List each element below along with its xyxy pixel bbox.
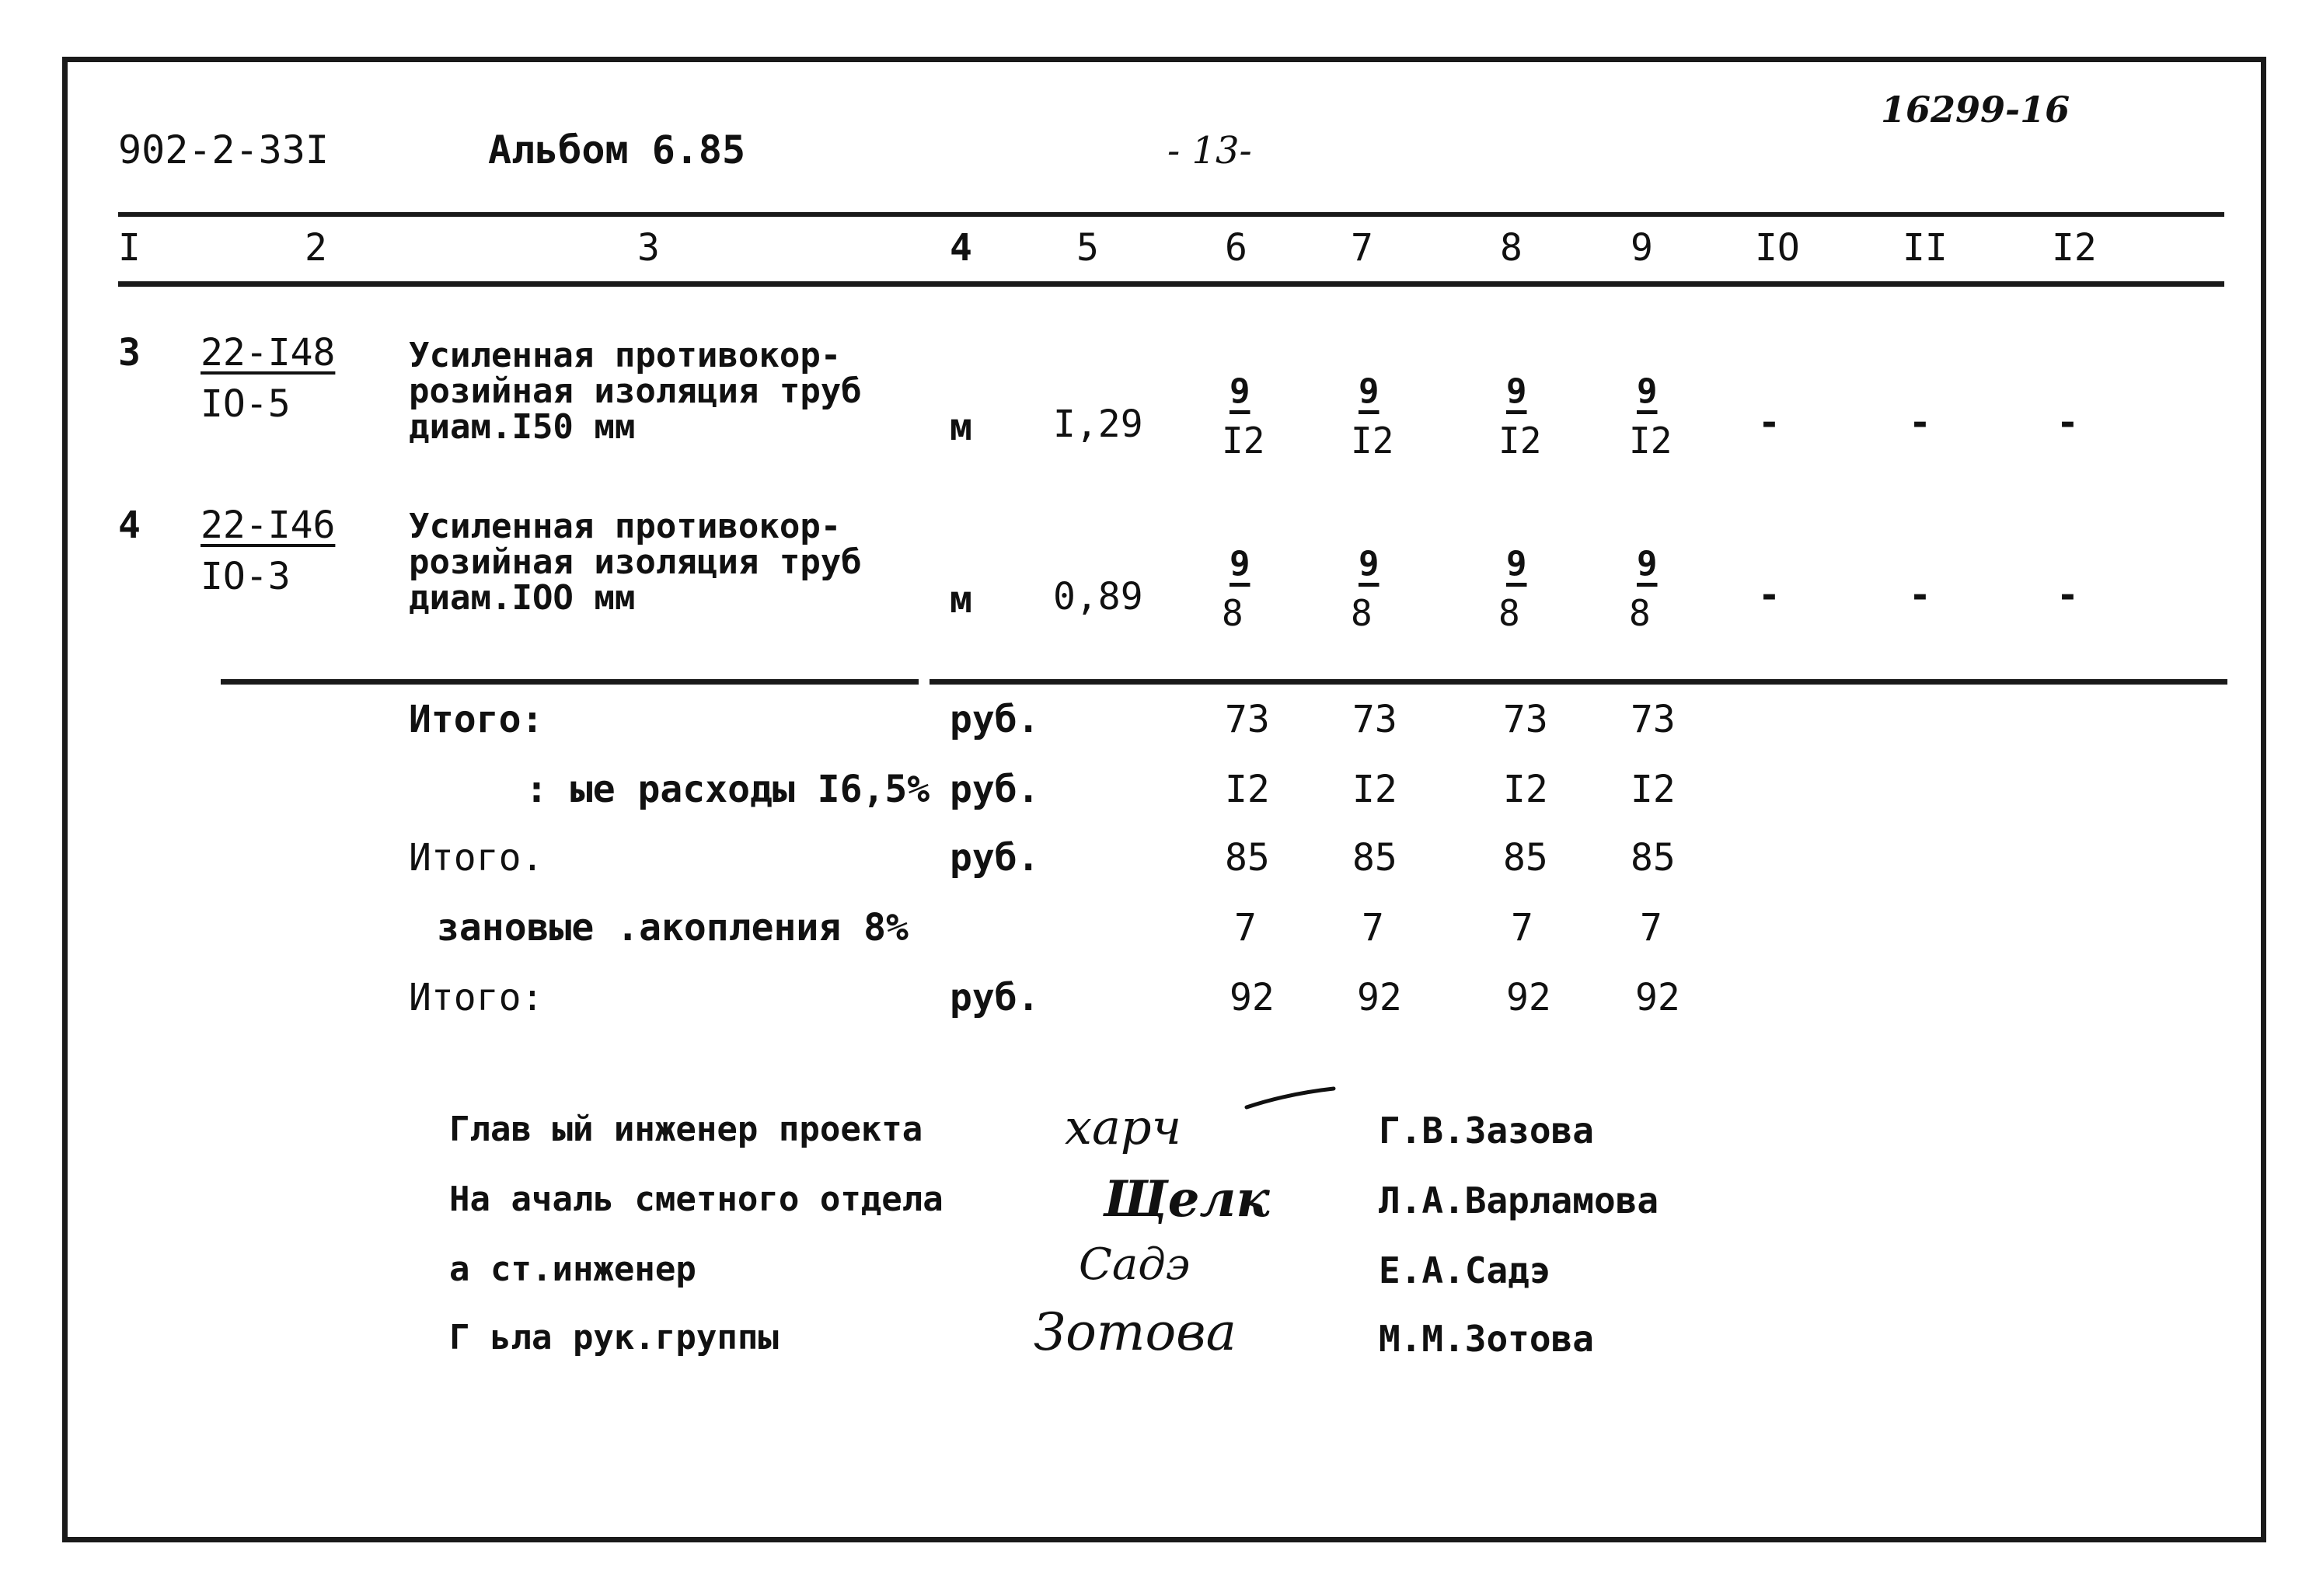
handwritten-signature: Зотова xyxy=(1034,1302,1236,1362)
signature-role: Глав ый инженер проекта xyxy=(449,1110,923,1149)
totals-rule-right xyxy=(930,679,2227,685)
totals-value-col9: 7 xyxy=(1640,906,1662,950)
row-qty: I,29 xyxy=(1053,402,1143,446)
totals-value-col6: 92 xyxy=(1230,976,1275,1019)
totals-value-col9: 73 xyxy=(1631,698,1676,741)
totals-unit: руб. xyxy=(950,976,1040,1019)
row-dash-col12: - xyxy=(2056,401,2079,444)
header-bottom-rule xyxy=(118,281,2224,287)
fraction-numerator: 9 xyxy=(1637,371,1658,411)
signature-role: а ст.инженер xyxy=(449,1249,696,1289)
totals-unit: руб. xyxy=(950,768,1040,811)
fraction-numerator: 9 xyxy=(1359,544,1379,584)
totals-unit: руб. xyxy=(950,836,1040,880)
totals-value-col8: I2 xyxy=(1503,768,1548,811)
handwritten-signature: Щелк xyxy=(1104,1170,1270,1228)
row-desc-line-1: Усиленная противокор- xyxy=(409,336,842,375)
row-code-top: 22-I48 xyxy=(201,331,336,375)
row-dash-col10: - xyxy=(1758,401,1781,444)
row-code-top: 22-I46 xyxy=(201,504,336,547)
fraction-numerator: 9 xyxy=(1506,371,1527,411)
col-header-8: 8 xyxy=(1500,226,1523,270)
totals-value-col8: 7 xyxy=(1511,906,1533,950)
fraction-denominator: I2 xyxy=(1222,420,1265,462)
row-desc-line-3: диам.I50 мм xyxy=(409,407,636,447)
signature-role: На ачаль сметного отдела xyxy=(449,1180,944,1219)
totals-label: : ые расходы I6,5% xyxy=(525,768,930,811)
totals-value-col8: 73 xyxy=(1503,698,1548,741)
document-code: 902-2-33I xyxy=(118,127,329,172)
col-header-4: 4 xyxy=(950,226,972,270)
col-header-11: II xyxy=(1903,226,1948,270)
fraction-denominator: I2 xyxy=(1498,420,1542,462)
stamp-number: 16299-16 xyxy=(1881,89,2070,131)
fraction-numerator: 9 xyxy=(1230,544,1250,584)
signature-name: Г.В.Зазова xyxy=(1379,1110,1594,1152)
album-label: Альбом 6.85 xyxy=(488,127,746,172)
row-desc-line-1: Усиленная противокор- xyxy=(409,507,842,546)
totals-value-col7: 85 xyxy=(1352,836,1397,880)
col-header-5: 5 xyxy=(1076,226,1099,270)
totals-label: Итого: xyxy=(409,698,544,741)
fraction-denominator: 8 xyxy=(1222,592,1243,634)
totals-value-col7: 73 xyxy=(1352,698,1397,741)
row-dash-col11: - xyxy=(1909,573,1931,617)
row-number: 3 xyxy=(118,331,141,375)
totals-value-col9: I2 xyxy=(1631,768,1676,811)
totals-value-col6: I2 xyxy=(1225,768,1270,811)
totals-unit: руб. xyxy=(950,698,1040,741)
row-unit: м xyxy=(950,578,972,622)
signature-name: Л.А.Варламова xyxy=(1379,1180,1659,1221)
row-desc-line-2: розийная изоляция труб xyxy=(409,371,862,411)
signature-role: Г ьла рук.группы xyxy=(449,1318,779,1357)
fraction-numerator: 9 xyxy=(1230,371,1250,411)
col-header-2: 2 xyxy=(305,226,327,270)
handwritten-signature: харч xyxy=(1065,1099,1182,1155)
col-header-9: 9 xyxy=(1631,226,1653,270)
row-dash-col12: - xyxy=(2056,573,2079,617)
page-number: - 13- xyxy=(1167,129,1252,172)
col-header-10: IO xyxy=(1755,226,1800,270)
totals-value-col6: 85 xyxy=(1225,836,1270,880)
fraction-numerator: 9 xyxy=(1637,544,1658,584)
totals-label: Итого: xyxy=(409,976,544,1019)
fraction-denominator: I2 xyxy=(1629,420,1672,462)
row-unit: м xyxy=(950,406,972,449)
totals-value-col9: 85 xyxy=(1631,836,1676,880)
col-header-3: 3 xyxy=(637,226,660,270)
row-dash-col11: - xyxy=(1909,401,1931,444)
fraction-numerator: 9 xyxy=(1359,371,1379,411)
row-code-bottom: IO-5 xyxy=(201,382,291,426)
signature-name: Е.А.Садэ xyxy=(1379,1249,1551,1291)
row-number: 4 xyxy=(118,504,141,547)
totals-value-col6: 73 xyxy=(1225,698,1270,741)
col-header-12: I2 xyxy=(2052,226,2097,270)
totals-value-col9: 92 xyxy=(1635,976,1680,1019)
col-header-1: I xyxy=(118,226,141,270)
fraction-denominator: 8 xyxy=(1498,592,1520,634)
totals-value-col7: I2 xyxy=(1352,768,1397,811)
totals-value-col6: 7 xyxy=(1234,906,1257,950)
col-header-6: 6 xyxy=(1225,226,1247,270)
row-desc-line-2: розийная изоляция труб xyxy=(409,542,862,582)
col-header-7: 7 xyxy=(1351,226,1373,270)
totals-value-col8: 85 xyxy=(1503,836,1548,880)
handwritten-signature: Садэ xyxy=(1079,1239,1191,1290)
signature-flourish xyxy=(1243,1084,1337,1115)
totals-value-col7: 7 xyxy=(1362,906,1384,950)
totals-label: зановые .акопления 8% xyxy=(437,906,909,950)
totals-label: Итого. xyxy=(409,836,544,880)
row-code-bottom: IO-3 xyxy=(201,555,291,598)
signature-name: М.М.Зотова xyxy=(1379,1318,1594,1360)
row-qty: 0,89 xyxy=(1053,575,1143,619)
fraction-denominator: I2 xyxy=(1351,420,1394,462)
header-top-rule xyxy=(118,212,2224,217)
totals-rule-left xyxy=(221,679,919,685)
fraction-denominator: 8 xyxy=(1351,592,1373,634)
fraction-numerator: 9 xyxy=(1506,544,1527,584)
totals-value-col7: 92 xyxy=(1357,976,1402,1019)
row-dash-col10: - xyxy=(1758,573,1781,617)
row-desc-line-3: диам.IOO мм xyxy=(409,578,636,618)
fraction-denominator: 8 xyxy=(1629,592,1651,634)
totals-value-col8: 92 xyxy=(1506,976,1551,1019)
